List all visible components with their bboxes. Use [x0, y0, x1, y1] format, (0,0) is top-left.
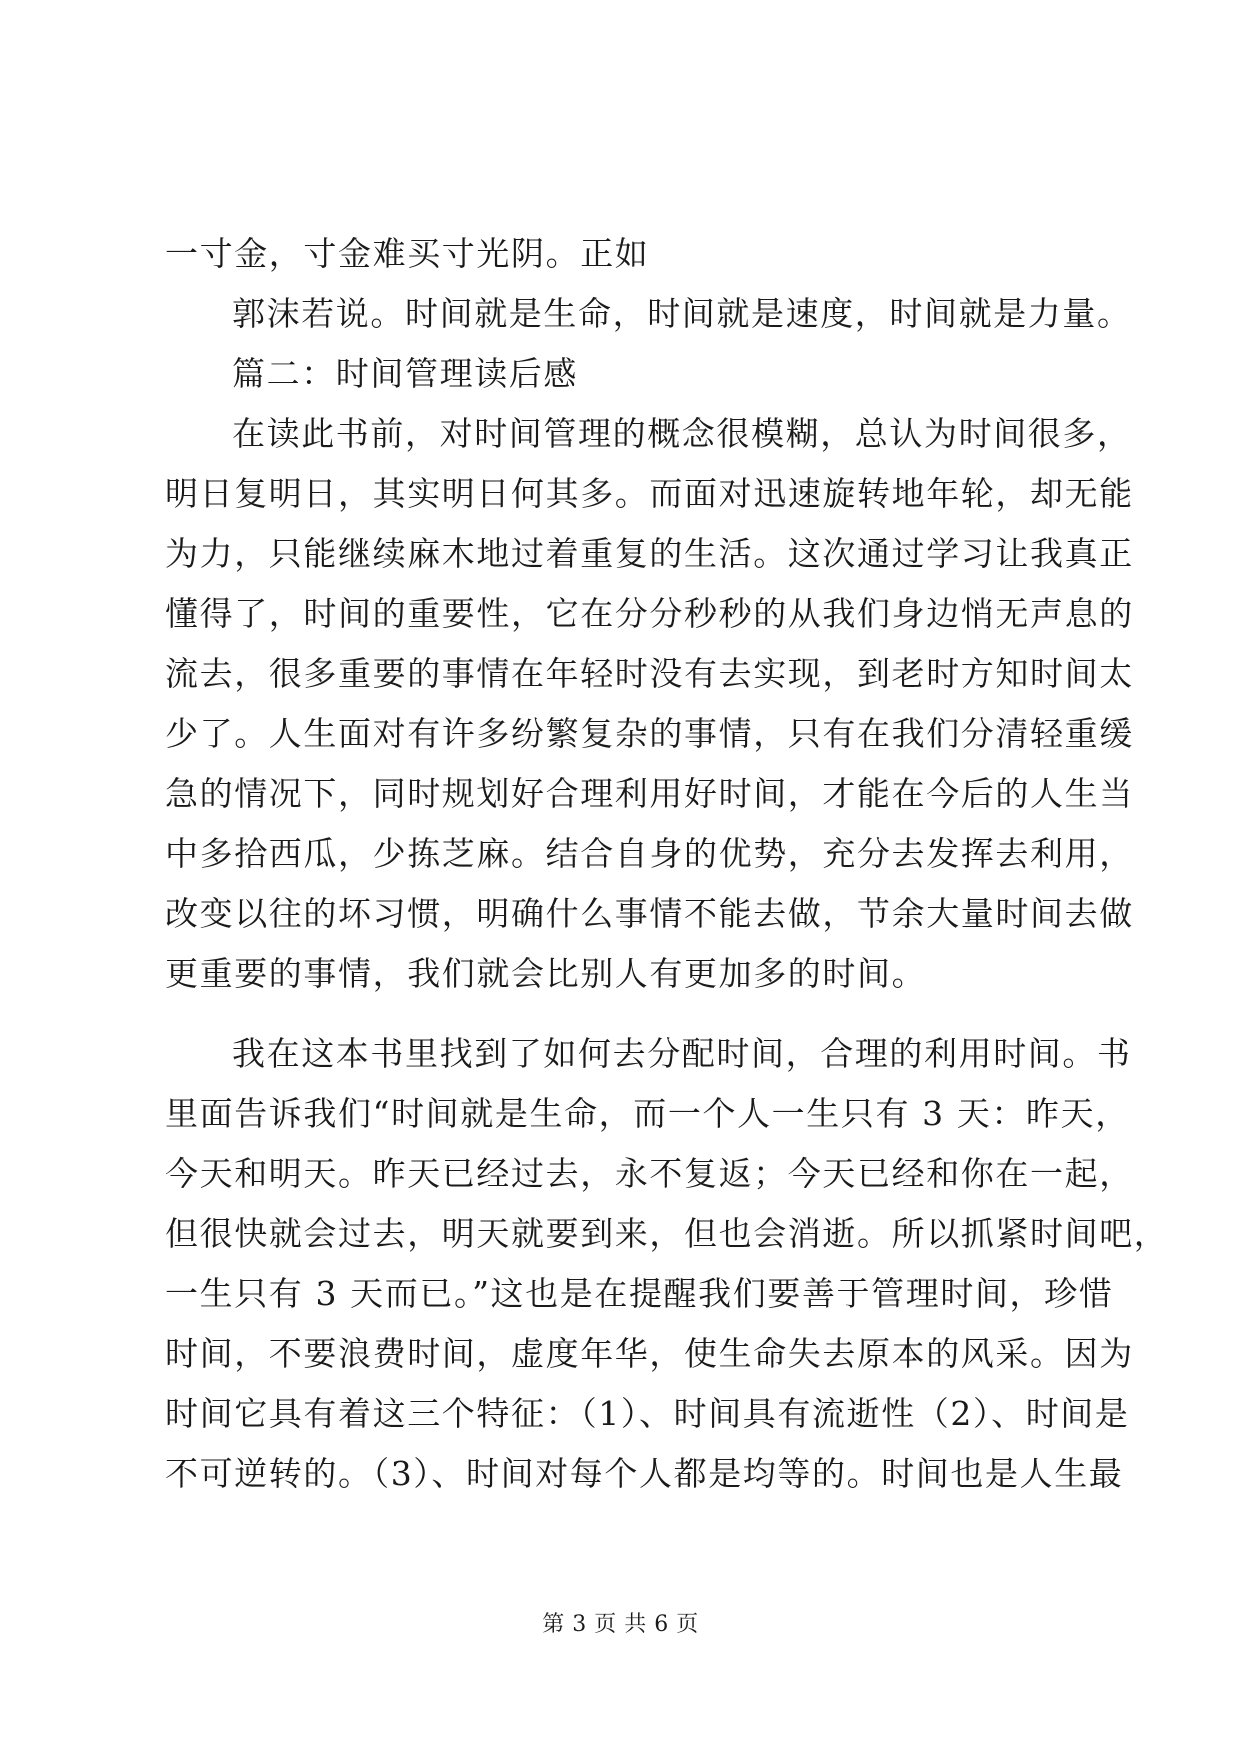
text-line: 在读此书前，对时间管理的概念很模糊，总认为时间很多， [232, 414, 1132, 453]
text-line: 懂得了，时间的重要性，它在分分秒秒的从我们身边悄无声息的 [165, 594, 1134, 633]
text-line: 今天和明天。昨天已经过去，永不复返；今天已经和你在一起， [165, 1154, 1134, 1193]
text-line: 里面告诉我们“时间就是生命，而一个人一生只有 3 天：昨天， [165, 1094, 1130, 1133]
text-line: 中多拾西瓜，少拣芝麻。结合自身的优势，充分去发挥去利用， [165, 834, 1134, 873]
page-footer: 第 3 页 共 6 页 [542, 1612, 699, 1637]
section-heading: 篇二：时间管理读后感 [232, 354, 578, 393]
text-line: 郭沫若说。时间就是生命，时间就是速度，时间就是力量。 [232, 294, 1132, 333]
text-line: 但很快就会过去，明天就要到来，但也会消逝。所以抓紧时间吧， [165, 1214, 1169, 1253]
text-line: 一寸金，寸金难买寸光阴。正如 [165, 234, 650, 273]
text-line: 时间，不要浪费时间，虚度年华，使生命失去原本的风采。因为 [165, 1334, 1134, 1373]
text-line: 时间它具有着这三个特征：（1）、时间具有流逝性（2）、时间是 [165, 1394, 1130, 1433]
text-line: 明日复明日，其实明日何其多。而面对迅速旋转地年轮，却无能 [165, 474, 1134, 513]
text-line: 为力，只能继续麻木地过着重复的生活。这次通过学习让我真正 [165, 534, 1134, 573]
text-line: 更重要的事情，我们就会比别人有更加多的时间。 [165, 954, 927, 993]
text-line: 改变以往的坏习惯，明确什么事情不能去做，节余大量时间去做 [165, 894, 1134, 933]
text-line: 流去，很多重要的事情在年轻时没有去实现，到老时方知时间太 [165, 654, 1134, 693]
text-line: 急的情况下，同时规划好合理利用好时间，才能在今后的人生当 [165, 774, 1134, 813]
text-line: 不可逆转的。（3）、时间对每个人都是均等的。时间也是人生最 [165, 1454, 1124, 1493]
text-line: 我在这本书里找到了如何去分配时间，合理的利用时间。书 [232, 1034, 1132, 1073]
text-line: 一生只有 3 天而已。”这也是在提醒我们要善于管理时间，珍惜 [165, 1274, 1114, 1313]
text-line: 少了。人生面对有许多纷繁复杂的事情，只有在我们分清轻重缓 [165, 714, 1134, 753]
